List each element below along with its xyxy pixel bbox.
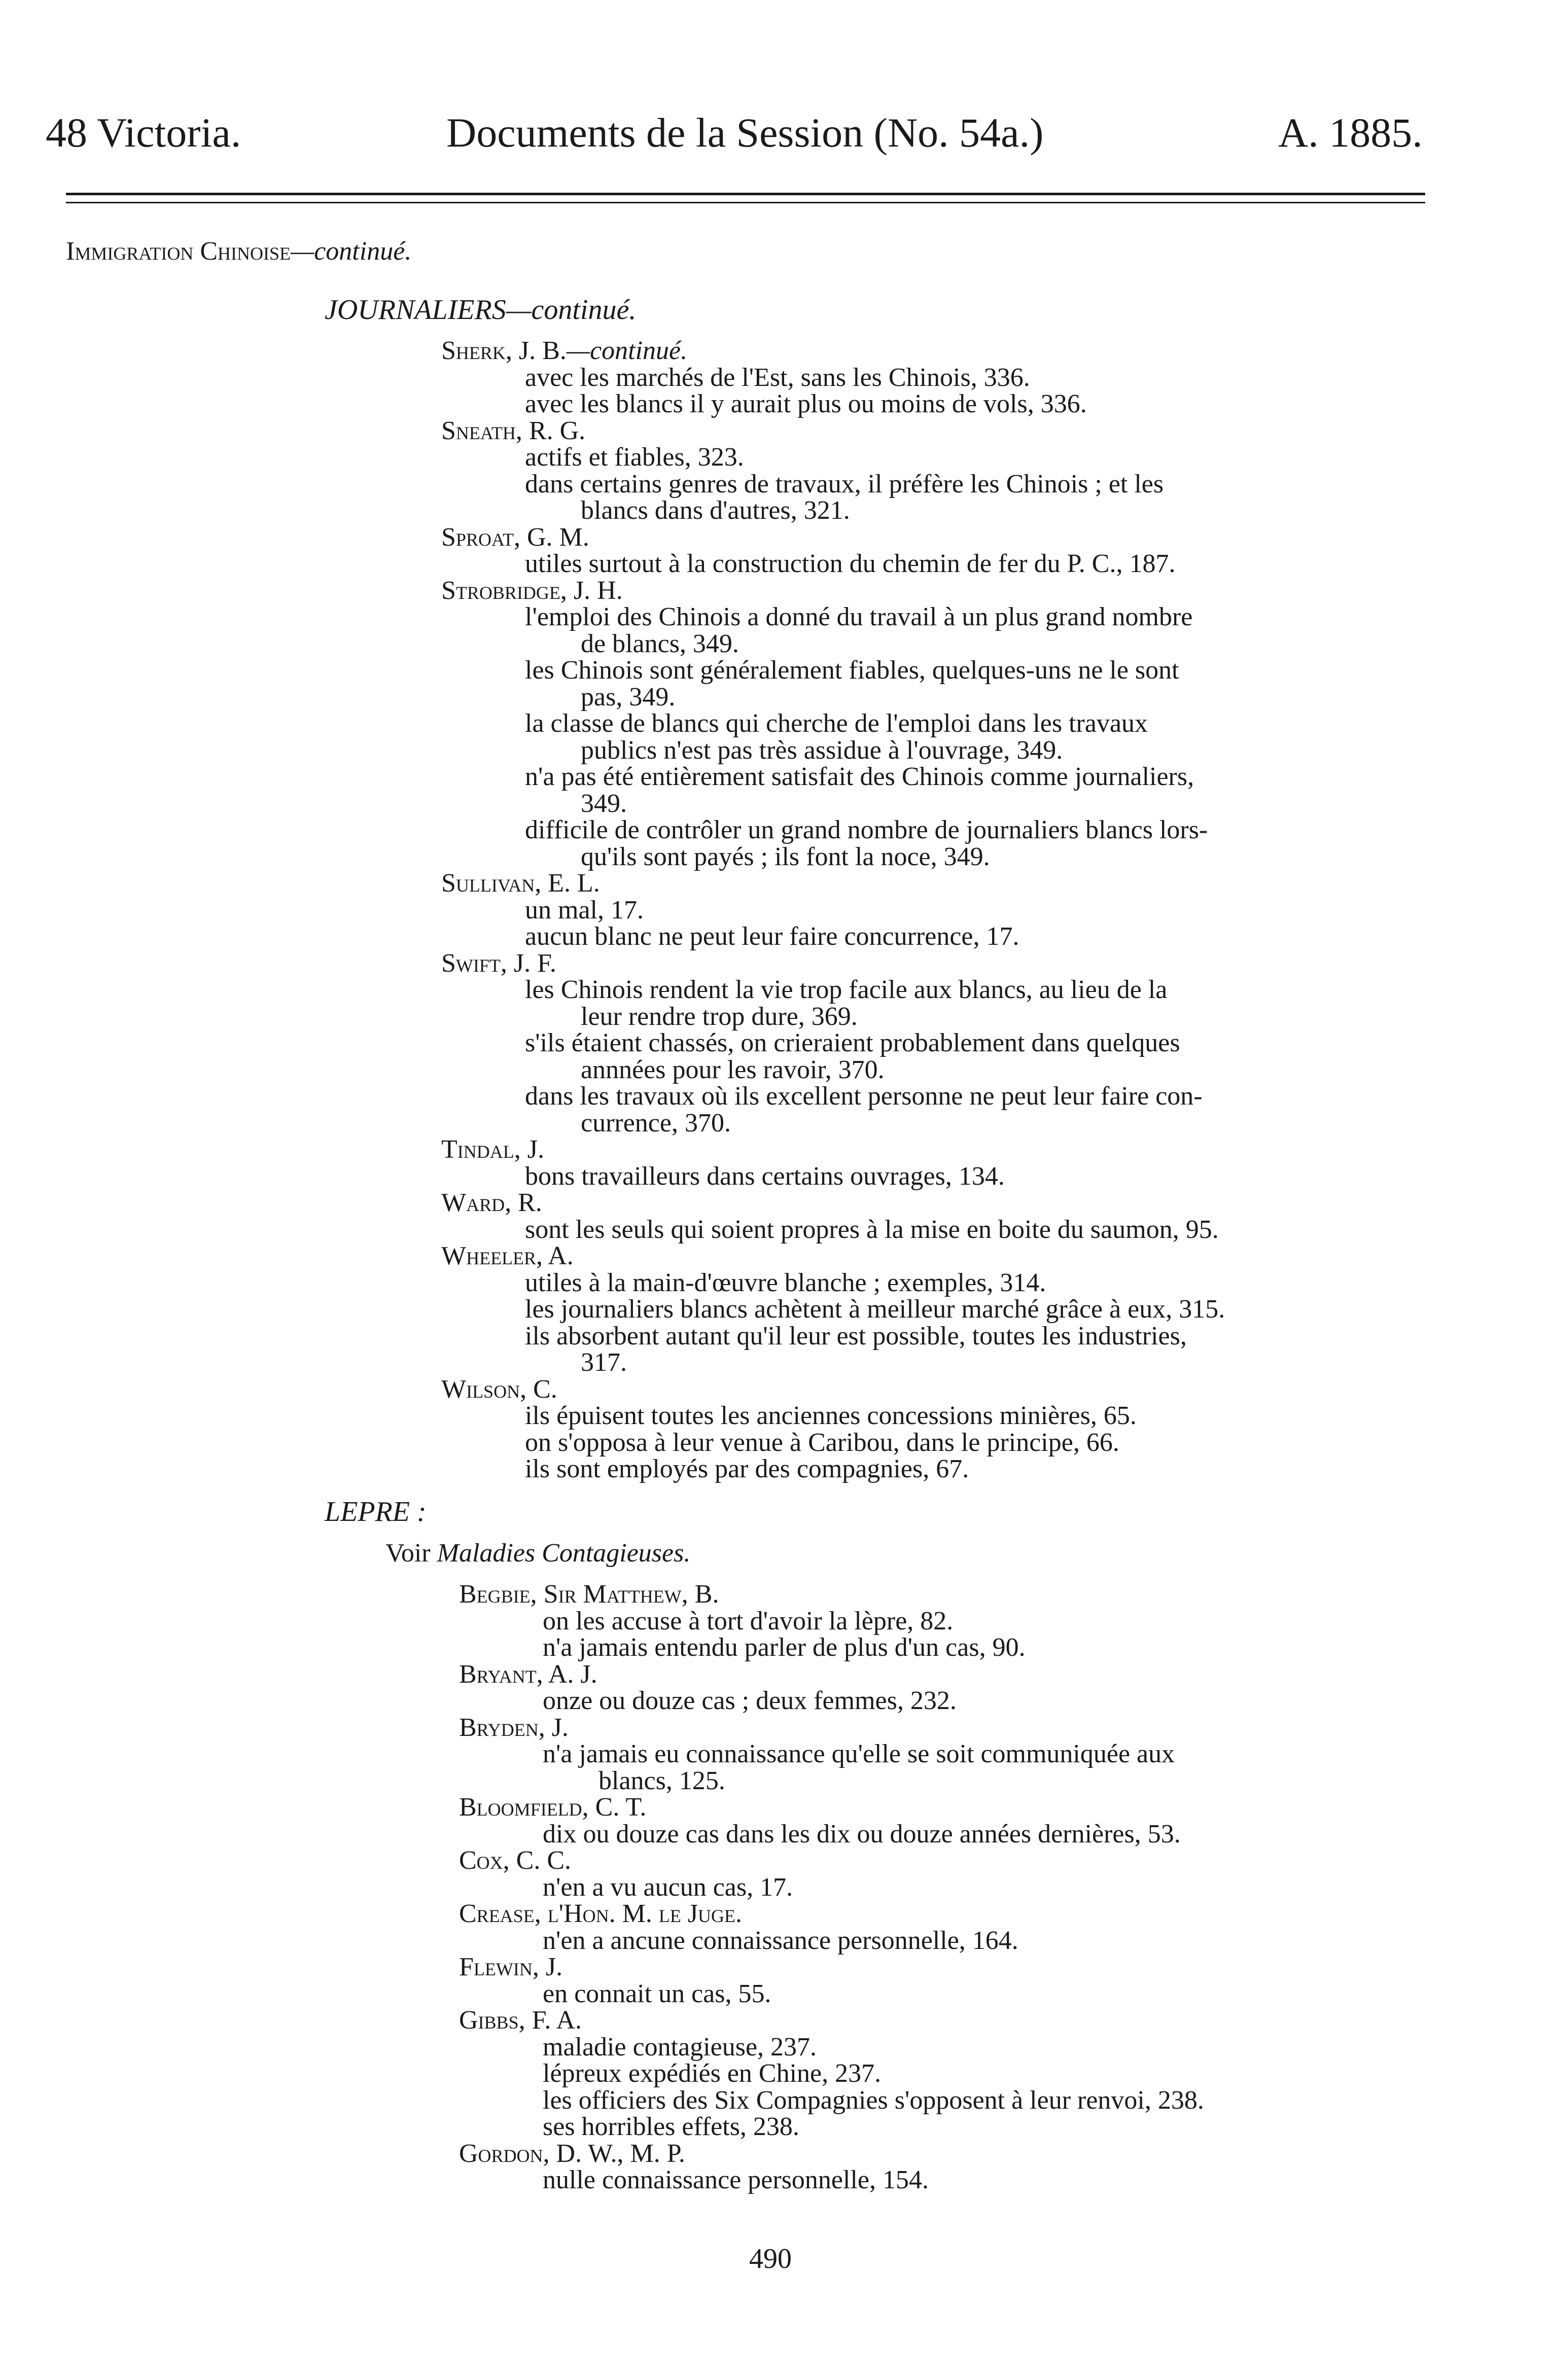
- entry-detail-line: n'a pas été entièrement satisfait des Chinois comme journaliers,: [525, 762, 1194, 792]
- entry-detail-line: dans les travaux où ils excellent personne ne peut leur faire con-: [525, 1082, 1203, 1111]
- entry-detail-line: blancs, 125.: [598, 1766, 725, 1795]
- running-head-suffix: —continué.: [290, 237, 412, 266]
- entry-detail-line: aucun blanc ne peut leur faire concurrence, 17.: [525, 922, 1019, 951]
- entry-detail-line: les officiers des Six Compagnies s'opposent à leur renvoi, 238.: [543, 2085, 1204, 2115]
- entry-detail-line: sont les seuls qui soient propres à la mise en boite du saumon, 95.: [525, 1215, 1219, 1244]
- entry-name-text: Swift, J. F.: [441, 948, 556, 978]
- entry-detail-line: nulle connaissance personnelle, 154.: [543, 2165, 929, 2195]
- entry-detail-line: n'a jamais eu connaissance qu'elle se soit communiquée aux: [543, 1739, 1175, 1769]
- entry-detail-line: bons travailleurs dans certains ouvrages, 134.: [525, 1161, 1005, 1191]
- entry-name: [441, 338, 687, 365]
- entry-name-text: Bloomfield, C. T.: [459, 1793, 647, 1822]
- entry-name: [441, 950, 556, 977]
- entry-detail-line: lépreux expédiés en Chine, 237.: [543, 2059, 882, 2088]
- entry-name: [441, 1376, 557, 1403]
- entry-name: [459, 1848, 571, 1874]
- entry-name-text: Bryden, J.: [459, 1713, 569, 1742]
- entry-detail-line: ils épuisent toutes les anciennes concessions minières, 65.: [525, 1401, 1137, 1431]
- section-heading: JOURNALIERS—continué.: [325, 294, 637, 326]
- entry-detail-line: dix ou douze cas dans les dix ou douze années dernières, 53.: [543, 1819, 1181, 1849]
- entry-name-text: Cox, C. C.: [459, 1846, 572, 1875]
- entry-detail-line: on les accuse à tort d'avoir la lèpre, 82.: [543, 1606, 954, 1636]
- entry-detail-line: s'ils étaient chassés, on crieraient probablement dans quelques: [525, 1028, 1180, 1058]
- entry-detail-line: actifs et fiables, 323.: [525, 443, 744, 472]
- header-rule: [66, 193, 1425, 195]
- entry-name: [441, 870, 600, 897]
- entry-detail-line: leur rendre trop dure, 369.: [581, 1002, 858, 1031]
- entry-detail-line: l'emploi des Chinois a donné du travail à un plus grand nombre: [525, 602, 1193, 632]
- running-head-name: Immigration Chinoise: [66, 237, 291, 266]
- entry-name-text: Flewin, J.: [459, 1952, 563, 1982]
- running-header-year: A. 1885.: [1278, 110, 1423, 156]
- entry-name: [459, 2141, 685, 2168]
- entry-detail-line: maladie contagieuse, 237.: [543, 2032, 817, 2062]
- entry-name: [441, 1243, 574, 1270]
- entry-note: —continué.: [566, 336, 688, 366]
- entry-name: [441, 524, 589, 551]
- entry-detail-line: n'a jamais entendu parler de plus d'un cas, 90.: [543, 1633, 1026, 1662]
- entry-name: [441, 1136, 544, 1163]
- entry-name-text: Sproat, G. M.: [441, 522, 589, 552]
- entry-name-text: Strobridge, J. H.: [441, 576, 623, 605]
- entry-detail-line: un mal, 17.: [525, 895, 644, 925]
- entry-detail-line: avec les blancs il y aurait plus ou moins de vols, 336.: [525, 389, 1087, 419]
- entry-detail-line: qu'ils sont payés ; ils font la noce, 349.: [581, 842, 990, 871]
- entry-detail-line: ils absorbent autant qu'il leur est possible, toutes les industries,: [525, 1321, 1187, 1351]
- entry-name: [441, 1190, 542, 1217]
- entry-detail-line: pas, 349.: [581, 682, 676, 712]
- entry-name: [459, 1901, 742, 1928]
- running-head: [66, 238, 411, 265]
- entry-detail-line: 317.: [581, 1348, 627, 1377]
- see-also-target: Maladies Contagieuses.: [437, 1538, 691, 1568]
- page-footer: [0, 2243, 1551, 2275]
- entry-detail-line: onze ou douze cas ; deux femmes, 232.: [543, 1686, 957, 1716]
- entry-detail-line: on s'opposa à leur venue à Caribou, dans le principe, 66.: [525, 1428, 1119, 1457]
- entry-detail-line: n'en a vu aucun cas, 17.: [543, 1872, 793, 1902]
- entry-detail-line: ses horribles effets, 238.: [543, 2112, 799, 2142]
- entry-detail-line: n'en a ancune connaissance personnelle, 164.: [543, 1926, 1018, 1955]
- entry-name-text: Gordon, D. W., M. P.: [459, 2139, 685, 2168]
- running-header-title: Documents de la Session (No. 54a.): [446, 110, 1044, 156]
- entry-name: [459, 1661, 597, 1688]
- entry-detail-line: de blancs, 349.: [581, 629, 739, 658]
- entry-name: [459, 1954, 562, 1981]
- entry-name: [441, 578, 623, 605]
- entry-detail-line: utiles à la main-d'œuvre blanche ; exemples, 314.: [525, 1268, 1046, 1297]
- header-rule: [66, 202, 1425, 203]
- entry-detail-line: les journaliers blancs achètent à meilleur marché grâce à eux, 315.: [525, 1295, 1225, 1324]
- entry-detail-line: dans certains genres de travaux, il préfère les Chinois ; et les: [525, 469, 1164, 499]
- entry-name-text: Begbie, Sir Matthew, B.: [459, 1580, 719, 1609]
- entry-name: [459, 1581, 719, 1608]
- entry-detail-line: ils sont employés par des compagnies, 67.: [525, 1454, 969, 1484]
- entry-name-text: Sherk, J. B.: [441, 336, 567, 366]
- entry-detail-line: blancs dans d'autres, 321.: [581, 496, 850, 525]
- see-also: [385, 1540, 690, 1567]
- entry-name: [441, 418, 585, 445]
- running-header-left: 48 Victoria.: [46, 110, 241, 156]
- entry-name-text: Ward, R.: [441, 1188, 542, 1218]
- entry-detail-line: difficile de contrôler un grand nombre de journaliers blancs lors-: [525, 815, 1208, 845]
- entry-name-text: Wheeler, A.: [441, 1241, 574, 1271]
- entry-detail-line: utiles surtout à la construction du chemin de fer du P. C., 187.: [525, 549, 1176, 579]
- entry-name-text: Bryant, A. J.: [459, 1659, 597, 1689]
- page-number: 490: [749, 2243, 792, 2275]
- entry-name: [459, 2007, 582, 2034]
- entry-detail-line: en connait un cas, 55.: [543, 1979, 771, 2008]
- entry-detail-line: annnées pour les ravoir, 370.: [581, 1055, 885, 1084]
- entry-detail-line: 349.: [581, 789, 627, 818]
- entry-name-text: Tindal, J.: [441, 1135, 544, 1164]
- entry-detail-line: les Chinois rendent la vie trop facile aux blancs, au lieu de la: [525, 975, 1168, 1005]
- entry-name-text: Sneath, R. G.: [441, 416, 586, 445]
- entry-name-text: Wilson, C.: [441, 1374, 557, 1404]
- entry-name-text: Crease, l'Hon. M. le Juge.: [459, 1899, 743, 1929]
- entry-detail-line: currence, 370.: [581, 1108, 731, 1138]
- see-also-prefix: Voir: [385, 1538, 437, 1568]
- entry-name-text: Sullivan, E. L.: [441, 869, 600, 898]
- entry-name-text: Gibbs, F. A.: [459, 2006, 582, 2035]
- entry-detail-line: publics n'est pas très assidue à l'ouvrage, 349.: [581, 735, 1063, 765]
- entry-name: [459, 1794, 646, 1821]
- entry-name: [459, 1715, 569, 1742]
- section-heading: LEPRE :: [325, 1496, 427, 1528]
- entry-detail-line: avec les marchés de l'Est, sans les Chinois, 336.: [525, 363, 1030, 392]
- entry-detail-line: la classe de blancs qui cherche de l'emploi dans les travaux: [525, 709, 1148, 738]
- entry-detail-line: les Chinois sont généralement fiables, quelques-uns ne le sont: [525, 656, 1179, 685]
